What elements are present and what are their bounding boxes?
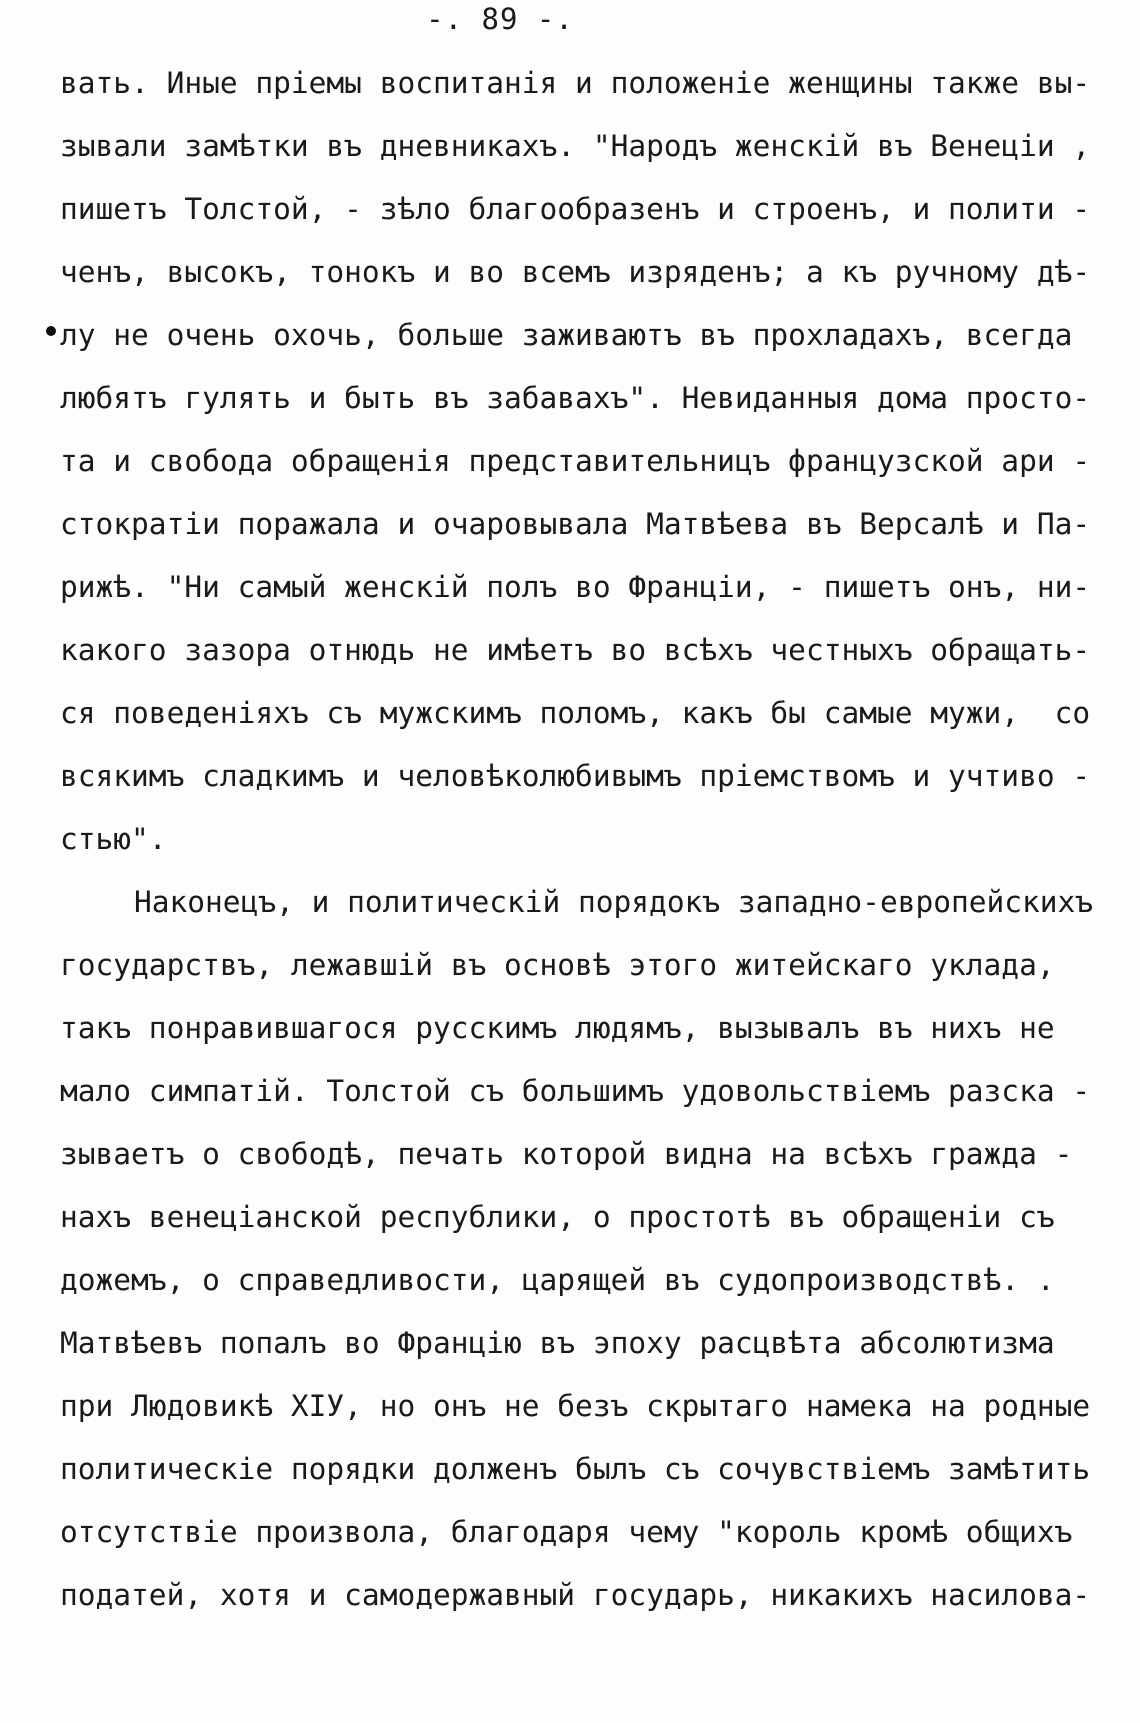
text-line: какого зазора отнюдь не имѣетъ во всѣхъ честныхъ обращать-	[60, 633, 1091, 667]
text-line: стью".	[60, 822, 167, 856]
text-line: всякимъ сладкимъ и человѣколюбивымъ пріемствомъ и учтиво -	[60, 759, 1091, 793]
text-line: лу не очень охочь, больше заживаютъ въ прохладахъ, всегда	[60, 318, 1073, 352]
margin-dot-mark	[46, 326, 56, 336]
text-line: государствъ, лежавшій въ основѣ этого житейскаго уклада,	[60, 948, 1055, 982]
text-line: зываетъ о свободѣ, печать которой видна на всѣхъ гражда -	[60, 1137, 1073, 1171]
text-line: рижѣ. "Ни самый женскій полъ во Франціи, - пишетъ онъ, ни-	[60, 570, 1091, 604]
text-line: при Людовикѣ XIУ, но онъ не безъ скрытаго намека на родные	[60, 1389, 1091, 1423]
text-line: мало симпатій. Толстой съ большимъ удовольствіемъ разска -	[60, 1074, 1091, 1108]
text-line: такъ понравившагося русскимъ людямъ, вызывалъ въ нихъ не	[60, 1011, 1055, 1045]
text-line: пишетъ Толстой, - зѣло благообразенъ и строенъ, и полити -	[60, 192, 1091, 226]
text-line: Матвѣевъ попалъ во Францію въ эпоху расцвѣта абсолютизма	[60, 1326, 1055, 1360]
text-line: податей, хотя и самодержавный государь, никакихъ насилова-	[60, 1578, 1091, 1612]
text-line: дожемъ, о справедливости, царящей въ судопроизводствѣ. .	[60, 1263, 1055, 1297]
text-line: стократіи поражала и очаровывала Матвѣева въ Версалѣ и Па-	[60, 507, 1091, 541]
text-line: ченъ, высокъ, тонокъ и во всемъ изряденъ; а къ ручному дѣ-	[60, 255, 1091, 289]
text-line: зывали замѣтки въ дневникахъ. "Народъ женскій въ Венеціи ,	[60, 129, 1091, 163]
paragraph-1	[60, 52, 1090, 871]
text-line: любятъ гулять и быть въ забавахъ". Невиданныя дома просто-	[60, 381, 1091, 415]
text-line: отсутствіе произвола, благодаря чему "король кромѣ общихъ	[60, 1515, 1073, 1549]
page-number: -. 89 -.	[426, 2, 574, 36]
text-line: политическіе порядки долженъ былъ съ сочувствіемъ замѣтить	[60, 1452, 1091, 1486]
text-line: Наконецъ, и политическій порядокъ западно-европейскихъ	[134, 885, 1094, 919]
text-line: нахъ венеціанской республики, о простотѣ въ обращеніи съ	[60, 1200, 1055, 1234]
text-line: та и свобода обращенія представительницъ французской ари -	[60, 444, 1091, 478]
paragraph-2	[60, 871, 1094, 1627]
body-text	[60, 52, 1094, 1627]
text-line: ся поведеніяхъ съ мужскимъ поломъ, какъ бы самые мужи, со	[60, 696, 1091, 730]
text-line: вать. Иные пріемы воспитанія и положеніе женщины также вы-	[60, 66, 1091, 100]
